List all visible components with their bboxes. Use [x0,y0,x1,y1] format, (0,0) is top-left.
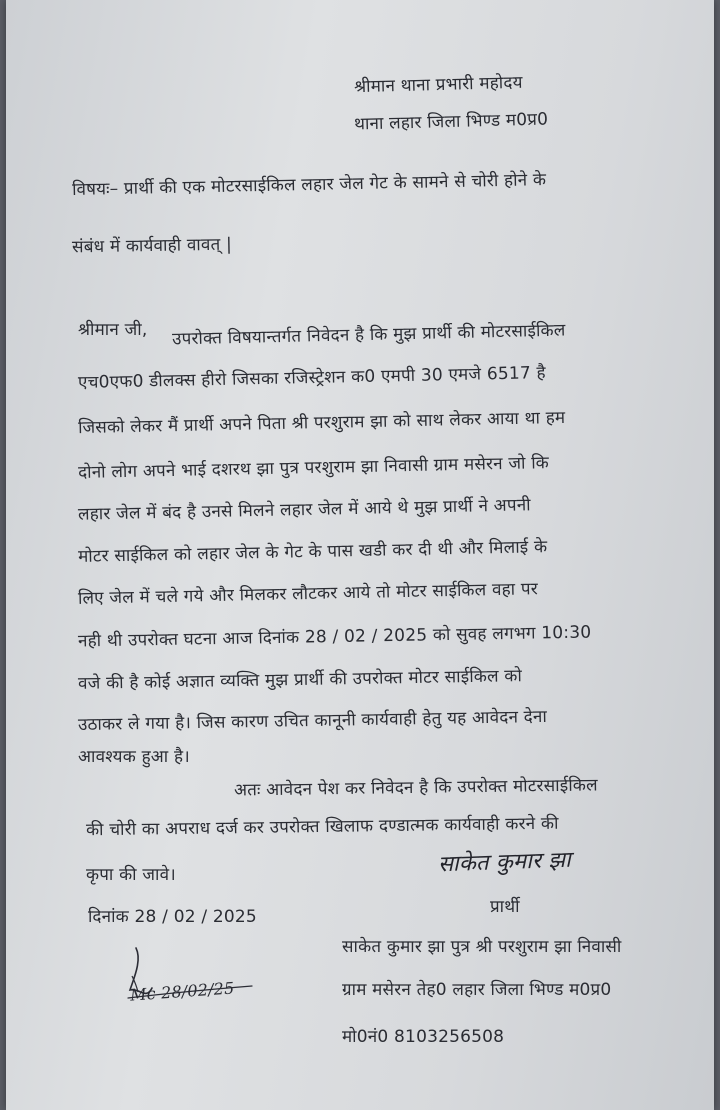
request-line-3: कृपा की जावे। [86,865,176,885]
body-line-1: उपरोक्त विषयान्तर्गत निवेदन है कि मुझ प्रार्थी की मोटरसाईकिल [171,320,566,350]
body-line-11: आवश्यक हुआ है। [78,747,190,767]
salutation: श्रीमान जी, [78,320,148,340]
letter-paper [6,0,714,1110]
body-line-10: उठाकर ले गया है। जिस कारण उचित कानूनी कार्यवाही हेतु यह आवेदन देना [77,706,548,736]
body-line-2: एच0एफ0 डीलक्स हीरो जिसका रजिस्ट्रेशन क0 एमपी 30 एमजे 6517 है [77,363,546,393]
request-line-1: अतः आवेदन पेश कर निवेदन है कि उपरोक्त मोटरसाईकिल [233,775,598,801]
sender-line-3: मो0नं0 8103256508 [342,1027,505,1047]
sender-line-2: ग्राम मसेरन तेह0 लहार जिला भिण्ड म0प्र0 [342,980,612,1000]
sender-line-1: साकेत कुमार झा पुत्र श्री परशुराम झा निवासी [342,937,622,957]
date-line: दिनांक 28 / 02 / 2025 [88,907,257,927]
body-line-7: लिए जेल में चले गये और मिलकर लौटकर आये तो मोटर साईकिल वहा पर [77,579,539,609]
initials-annotation: Mc 28/02/25 [129,978,236,1005]
subject-line-2: संबंध में कार्यवाही वावत् | [71,234,233,258]
subject-line-1: विषयः– प्रार्थी की एक मोटरसाईकिल लहार जेल गेट के सामने से चोरी होने के [71,170,547,200]
body-line-6: मोटर साईकिल को लहार जेल के गेट के पास खडी कर दी थी और मिलाई के [77,537,548,567]
body-line-4: दोनो लोग अपने भाई दशरथ झा पुत्र परशुराम झा निवासी ग्राम मसेरन जो कि [77,453,550,483]
body-line-8: नही थी उपरोक्त घटना आज दिनांक 28 / 02 / 2025 को सुवह लगभग 10:30 [77,622,592,652]
addressee-line-2: थाना लहार जिला भिण्ड म0प्र0 [353,109,549,135]
handwritten-signature: साकेत कुमार झा [437,847,572,878]
addressee-line-1: श्रीमान थाना प्रभारी महोदय [353,72,523,98]
applicant-label: प्रार्थी [490,897,520,917]
body-line-3: जिसको लेकर मैं प्रार्थी अपने पिता श्री परशुराम झा को साथ लेकर आया था हम [77,407,566,439]
request-line-2: की चोरी का अपराध दर्ज कर उपरोक्त खिलाफ दण्डात्मक कार्यवाही करने की [85,813,559,841]
body-line-5: लहार जेल में बंद है उनसे मिलने लहार जेल में आये थे मुझ प्रार्थी ने अपनी [77,495,531,525]
body-line-9: वजे की है कोई अज्ञात व्यक्ति मुझ प्रार्थी की उपरोक्त मोटर साईकिल को [77,666,523,694]
